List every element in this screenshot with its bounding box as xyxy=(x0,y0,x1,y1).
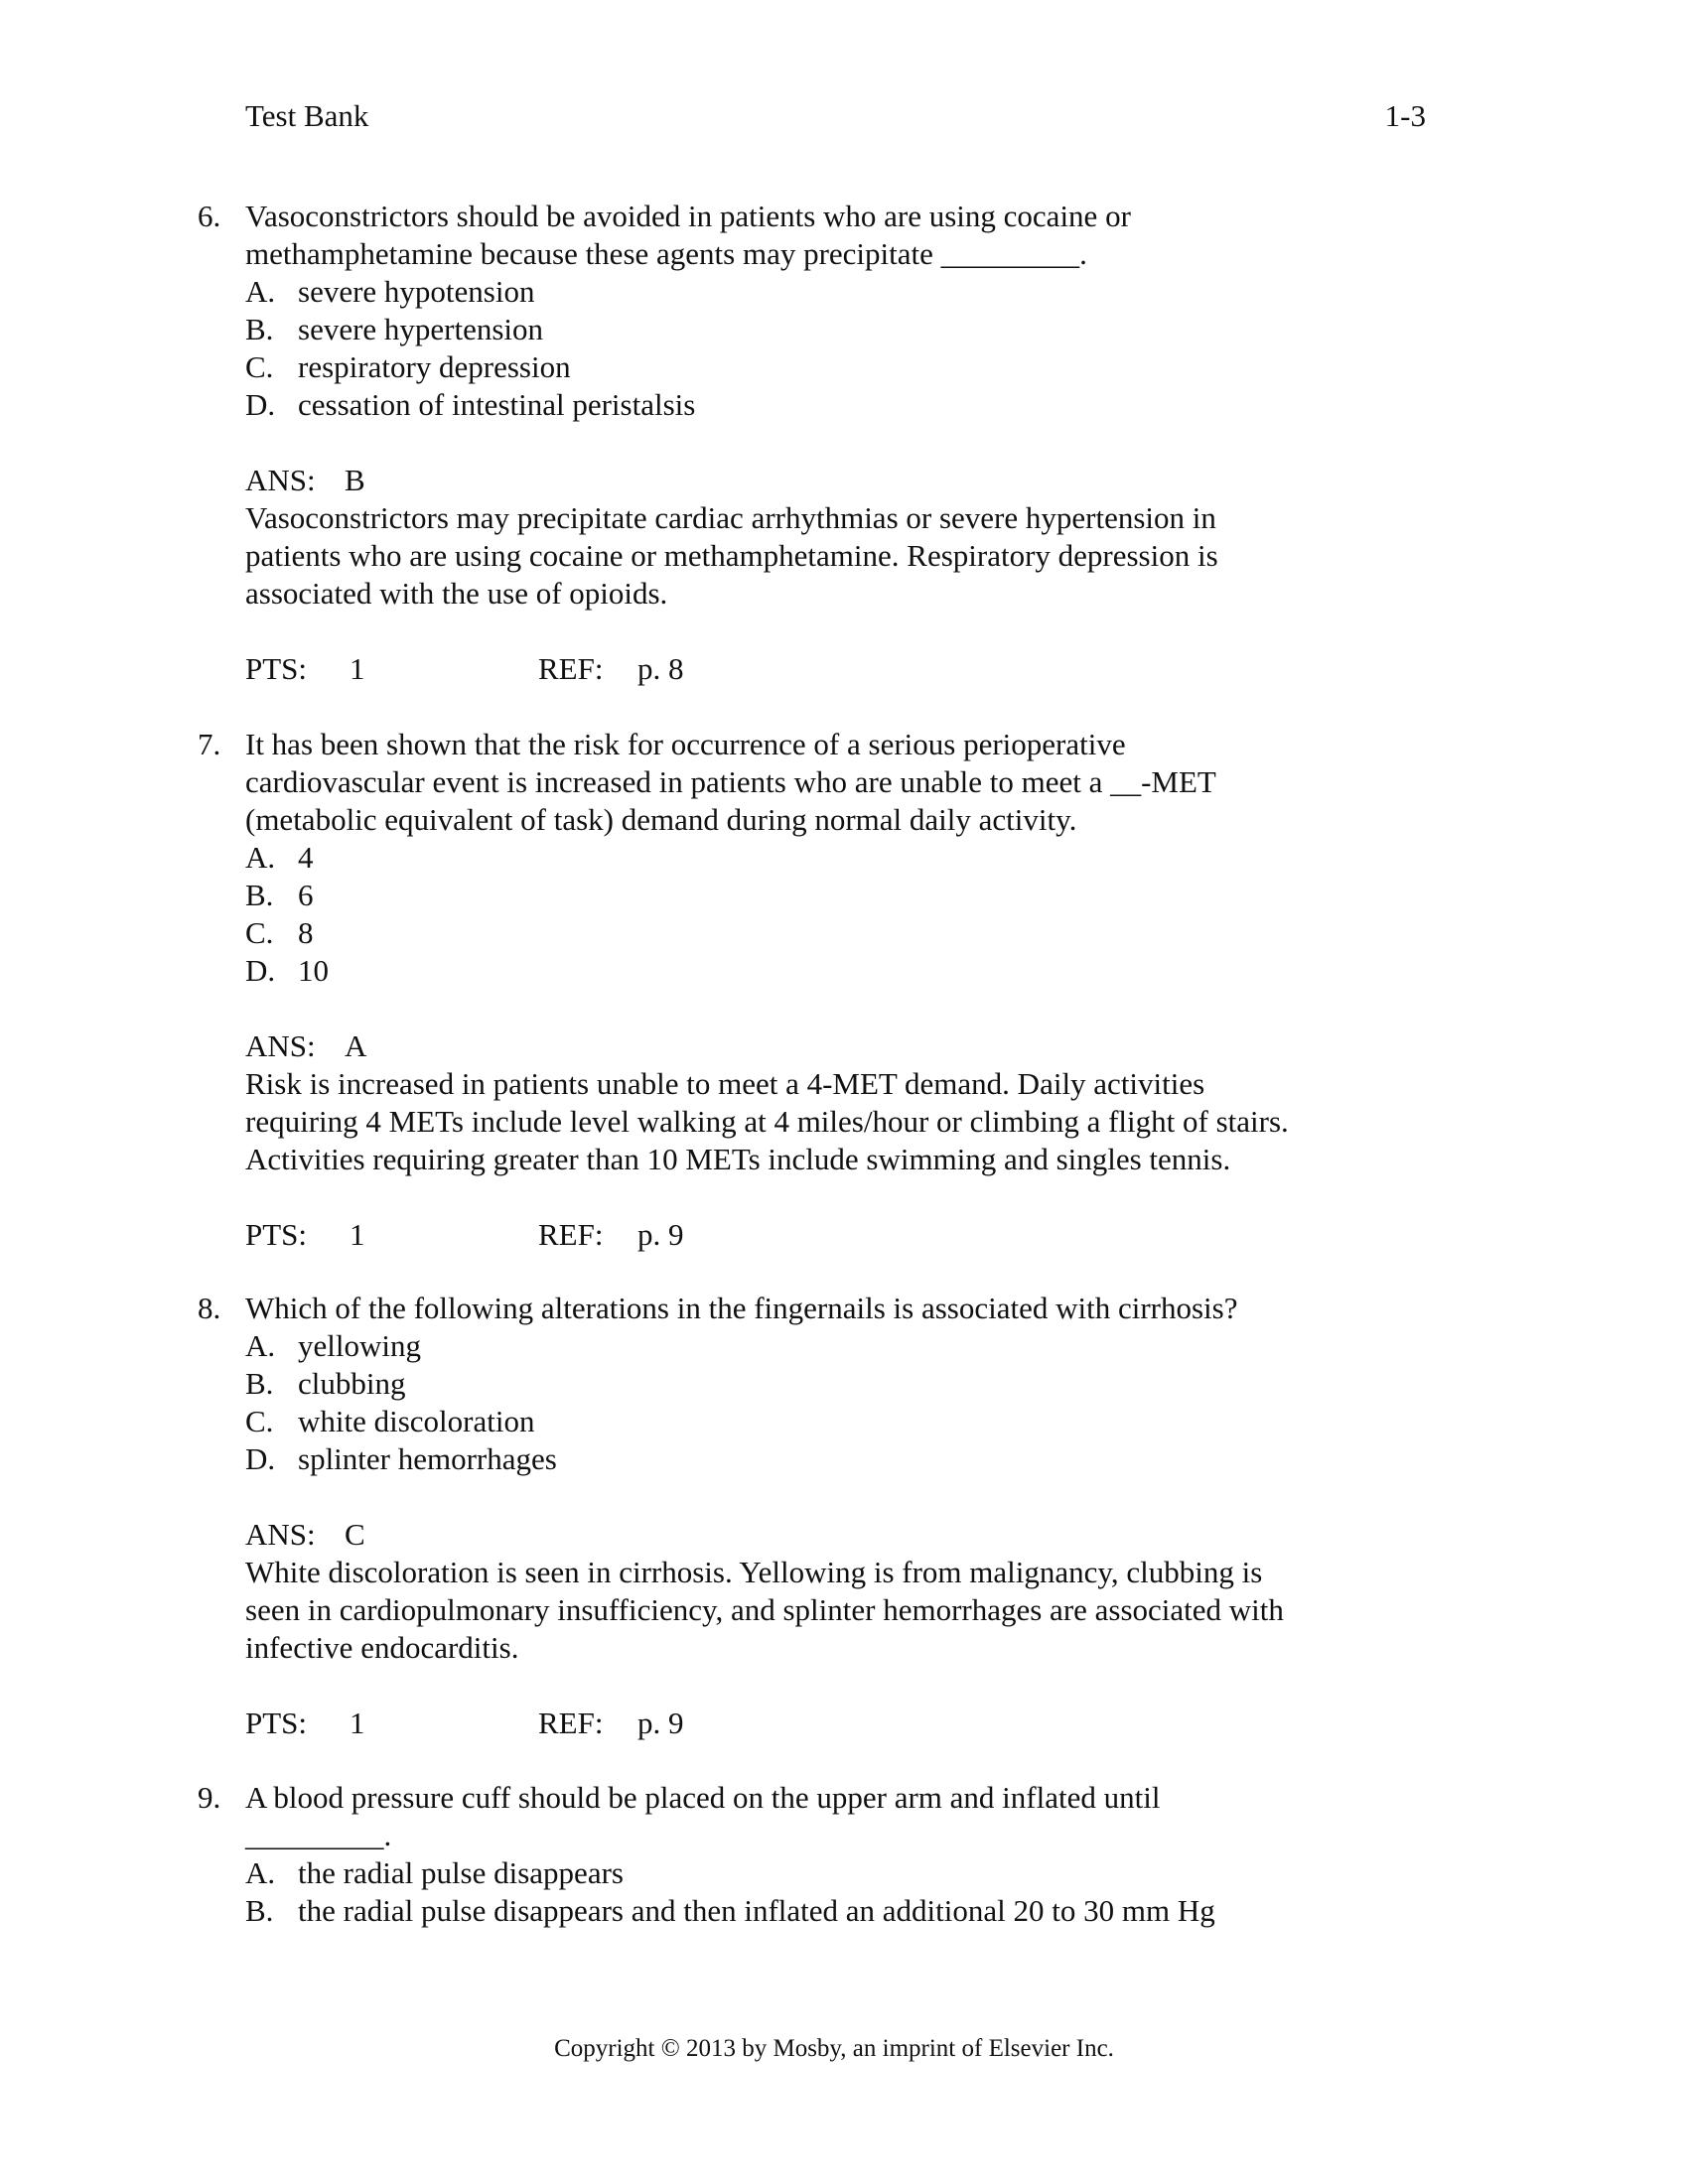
question-stem-line: A blood pressure cuff should be placed on the upper arm and inflated until xyxy=(245,1780,1161,1815)
option-letter: D. xyxy=(245,387,276,422)
option-text: 10 xyxy=(298,953,329,988)
option-letter: B. xyxy=(245,1893,274,1928)
option-letter: B. xyxy=(245,878,274,912)
question-stem-line: methamphetamine because these agents may precipitate _________. xyxy=(245,236,1087,271)
points-value: 1 xyxy=(350,1706,365,1740)
option-text: severe hypertension xyxy=(298,312,544,346)
reference-label: REF: xyxy=(538,1706,604,1740)
answer-value: B xyxy=(345,463,365,497)
header-title: Test Bank xyxy=(245,98,369,133)
explanation-line: Activities requiring greater than 10 METs include swimming and singles tennis. xyxy=(245,1142,1231,1176)
reference-label: REF: xyxy=(538,651,604,686)
explanation-line: Risk is increased in patients unable to meet a 4-MET demand. Daily activities xyxy=(245,1066,1205,1101)
reference-value: p. 9 xyxy=(637,1217,684,1252)
option-text: yellowing xyxy=(298,1328,421,1363)
question-stem-line: (metabolic equivalent of task) demand during normal daily activity. xyxy=(245,802,1077,837)
question-number: 8. xyxy=(198,1291,221,1325)
question-stem-line: Which of the following alterations in the fingernails is associated with cirrhosis? xyxy=(245,1291,1238,1325)
points-label: PTS: xyxy=(245,1706,308,1740)
explanation-line: Vasoconstrictors may precipitate cardiac arrhythmias or severe hypertension in xyxy=(245,500,1216,535)
explanation-line: White discoloration is seen in cirrhosis. Yellowing is from malignancy, clubbing is xyxy=(245,1555,1263,1589)
option-text: severe hypotension xyxy=(298,274,535,309)
reference-value: p. 9 xyxy=(637,1706,684,1740)
option-letter: C. xyxy=(245,349,274,384)
option-text: clubbing xyxy=(298,1366,406,1401)
points-value: 1 xyxy=(350,651,365,686)
option-text: respiratory depression xyxy=(298,349,571,384)
option-letter: C. xyxy=(245,1404,274,1438)
reference-label: REF: xyxy=(538,1217,604,1252)
question-number: 9. xyxy=(198,1780,221,1815)
explanation-line: infective endocarditis. xyxy=(245,1630,519,1665)
explanation-line: seen in cardiopulmonary insufficiency, and splinter hemorrhages are associated with xyxy=(245,1592,1284,1627)
option-text: 4 xyxy=(298,840,314,875)
copyright-footer: Copyright © 2013 by Mosby, an imprint of Elsevier Inc. xyxy=(554,2035,1114,2062)
option-letter: D. xyxy=(245,953,276,988)
points-label: PTS: xyxy=(245,651,308,686)
page-number: 1-3 xyxy=(1384,98,1426,133)
explanation-line: associated with the use of opioids. xyxy=(245,576,668,611)
answer-value: C xyxy=(345,1517,365,1552)
option-text: the radial pulse disappears and then inflated an additional 20 to 30 mm Hg xyxy=(298,1893,1215,1928)
option-letter: D. xyxy=(245,1441,276,1476)
option-letter: A. xyxy=(245,840,276,875)
option-letter: B. xyxy=(245,1366,274,1401)
question-stem-blank: _________. xyxy=(245,1818,392,1852)
option-text: white discoloration xyxy=(298,1404,535,1438)
points-value: 1 xyxy=(350,1217,365,1252)
question-stem-line: Vasoconstrictors should be avoided in patients who are using cocaine or xyxy=(245,199,1131,233)
option-letter: A. xyxy=(245,274,276,309)
option-text: the radial pulse disappears xyxy=(298,1855,624,1890)
explanation-line: requiring 4 METs include level walking at 4 miles/hour or climbing a flight of stairs. xyxy=(245,1104,1289,1139)
answer-label: ANS: xyxy=(245,1517,316,1552)
question-stem-line: cardiovascular event is increased in patients who are unable to meet a __-MET xyxy=(245,764,1216,799)
question-number: 7. xyxy=(198,727,221,761)
option-text: splinter hemorrhages xyxy=(298,1441,557,1476)
question-number: 6. xyxy=(198,199,221,233)
option-letter: A. xyxy=(245,1328,276,1363)
answer-label: ANS: xyxy=(245,463,316,497)
points-label: PTS: xyxy=(245,1217,308,1252)
option-text: 6 xyxy=(298,878,314,912)
question-stem-line: It has been shown that the risk for occurrence of a serious perioperative xyxy=(245,727,1126,761)
answer-label: ANS: xyxy=(245,1028,316,1063)
option-letter: B. xyxy=(245,312,274,346)
option-letter: C. xyxy=(245,915,274,950)
reference-value: p. 8 xyxy=(637,651,684,686)
option-text: 8 xyxy=(298,915,314,950)
answer-value: A xyxy=(345,1028,367,1063)
option-letter: A. xyxy=(245,1855,276,1890)
explanation-line: patients who are using cocaine or methamphetamine. Respiratory depression is xyxy=(245,538,1218,573)
option-text: cessation of intestinal peristalsis xyxy=(298,387,696,422)
